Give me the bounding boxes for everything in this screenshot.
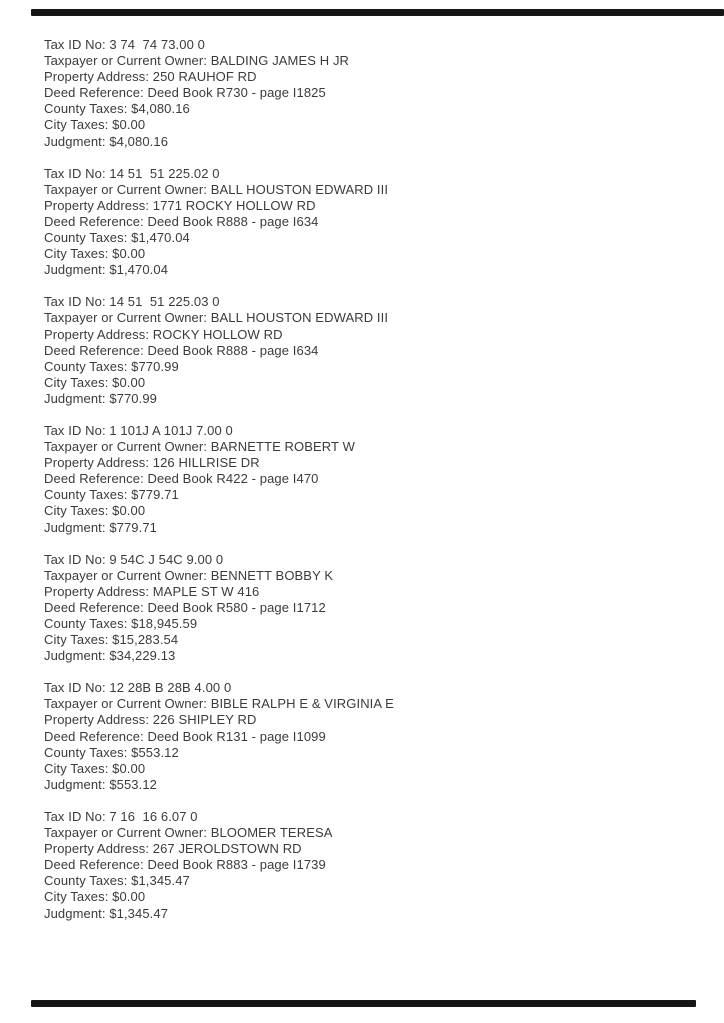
owner-line: Taxpayer or Current Owner: BIBLE RALPH E & VIRGINIA E bbox=[44, 696, 394, 712]
city-taxes-line: City Taxes: $0.00 bbox=[44, 374, 146, 390]
county-taxes-line: County Taxes: $18,945.59 bbox=[44, 616, 198, 631]
county-taxes-line: County Taxes: $4,080.16 bbox=[44, 101, 190, 117]
deed-reference-line: Deed Reference: Deed Book R422 - page I470 bbox=[44, 471, 319, 487]
tax-id-line: Tax ID No: 14 51 51 225.02 0 bbox=[44, 165, 220, 181]
city-taxes-line: City Taxes: $15,283.54 bbox=[44, 632, 179, 648]
county-taxes-line: County Taxes: $1,470.04 bbox=[44, 230, 190, 246]
city-taxes-line: City Taxes: $0.00 bbox=[44, 760, 146, 776]
property-address-line: Property Address: MAPLE ST W 416 bbox=[44, 583, 260, 599]
owner-line: Taxpayer or Current Owner: BARNETTE ROBERT W bbox=[44, 439, 355, 455]
deed-reference-line: Deed Reference: Deed Book R131 - page I1099 bbox=[44, 728, 326, 744]
tax-id-line: Tax ID No: 3 74 74 73.00 0 bbox=[44, 37, 205, 52]
owner-line: Taxpayer or Current Owner: BALDING JAMES H JR bbox=[44, 53, 350, 69]
property-address-line: Property Address: 226 SHIPLEY RD bbox=[44, 712, 257, 728]
scan-artifact-bar-top bbox=[31, 9, 724, 16]
tax-id-line: Tax ID No: 1 101J A 101J 7.00 0 bbox=[44, 422, 233, 438]
tax-id-line: Tax ID No: 9 54C J 54C 9.00 0 bbox=[44, 551, 224, 567]
deed-reference-line: Deed Reference: Deed Book R730 - page I1825 bbox=[44, 85, 326, 101]
tax-record-block bbox=[44, 166, 704, 279]
city-taxes-line: City Taxes: $0.00 bbox=[44, 117, 146, 133]
tax-record-block bbox=[44, 809, 704, 922]
county-taxes-line: County Taxes: $1,345.47 bbox=[44, 873, 190, 889]
tax-record-block bbox=[44, 680, 704, 793]
tax-record-block bbox=[44, 552, 704, 665]
judgment-line: Judgment: $770.99 bbox=[44, 390, 158, 406]
owner-line: Taxpayer or Current Owner: BENNETT BOBBY K bbox=[44, 567, 334, 583]
property-address-line: Property Address: 267 JEROLDSTOWN RD bbox=[44, 841, 302, 857]
deed-reference-line: Deed Reference: Deed Book R888 - page I634 bbox=[44, 342, 319, 358]
tax-id-line: Tax ID No: 7 16 16 6.07 0 bbox=[44, 808, 198, 824]
judgment-line: Judgment: $779.71 bbox=[44, 519, 158, 535]
city-taxes-line: City Taxes: $0.00 bbox=[44, 889, 146, 905]
scan-artifact-bar-bottom bbox=[31, 1000, 696, 1007]
property-address-line: Property Address: 126 HILLRISE DR bbox=[44, 455, 260, 471]
city-taxes-line: City Taxes: $0.00 bbox=[44, 503, 146, 519]
deed-reference-line: Deed Reference: Deed Book R888 - page I634 bbox=[44, 213, 319, 229]
judgment-line: Judgment: $34,229.13 bbox=[44, 648, 176, 664]
city-taxes-line: City Taxes: $0.00 bbox=[44, 246, 146, 262]
county-taxes-line: County Taxes: $770.99 bbox=[44, 358, 179, 374]
tax-record-list bbox=[44, 37, 704, 938]
property-address-line: Property Address: 250 RAUHOF RD bbox=[44, 69, 257, 85]
deed-reference-line: Deed Reference: Deed Book R883 - page I1739 bbox=[44, 857, 326, 873]
tax-record-block bbox=[44, 423, 704, 536]
property-address-line: Property Address: ROCKY HOLLOW RD bbox=[44, 326, 283, 342]
judgment-line: Judgment: $1,345.47 bbox=[44, 905, 169, 921]
county-taxes-line: County Taxes: $779.71 bbox=[44, 487, 179, 503]
tax-id-line: Tax ID No: 12 28B B 28B 4.00 0 bbox=[44, 680, 232, 696]
county-taxes-line: County Taxes: $553.12 bbox=[44, 744, 179, 760]
tax-record-block bbox=[44, 294, 704, 407]
judgment-line: Judgment: $1,470.04 bbox=[44, 262, 169, 278]
judgment-line: Judgment: $553.12 bbox=[44, 776, 158, 792]
deed-reference-line: Deed Reference: Deed Book R580 - page I1712 bbox=[44, 599, 326, 615]
owner-line: Taxpayer or Current Owner: BALL HOUSTON EDWARD III bbox=[44, 310, 389, 326]
owner-line: Taxpayer or Current Owner: BALL HOUSTON EDWARD III bbox=[44, 181, 389, 197]
judgment-line: Judgment: $4,080.16 bbox=[44, 133, 169, 149]
tax-record-block bbox=[44, 37, 704, 150]
property-address-line: Property Address: 1771 ROCKY HOLLOW RD bbox=[44, 197, 316, 213]
owner-line: Taxpayer or Current Owner: BLOOMER TERESA bbox=[44, 825, 333, 841]
tax-id-line: Tax ID No: 14 51 51 225.03 0 bbox=[44, 294, 220, 310]
